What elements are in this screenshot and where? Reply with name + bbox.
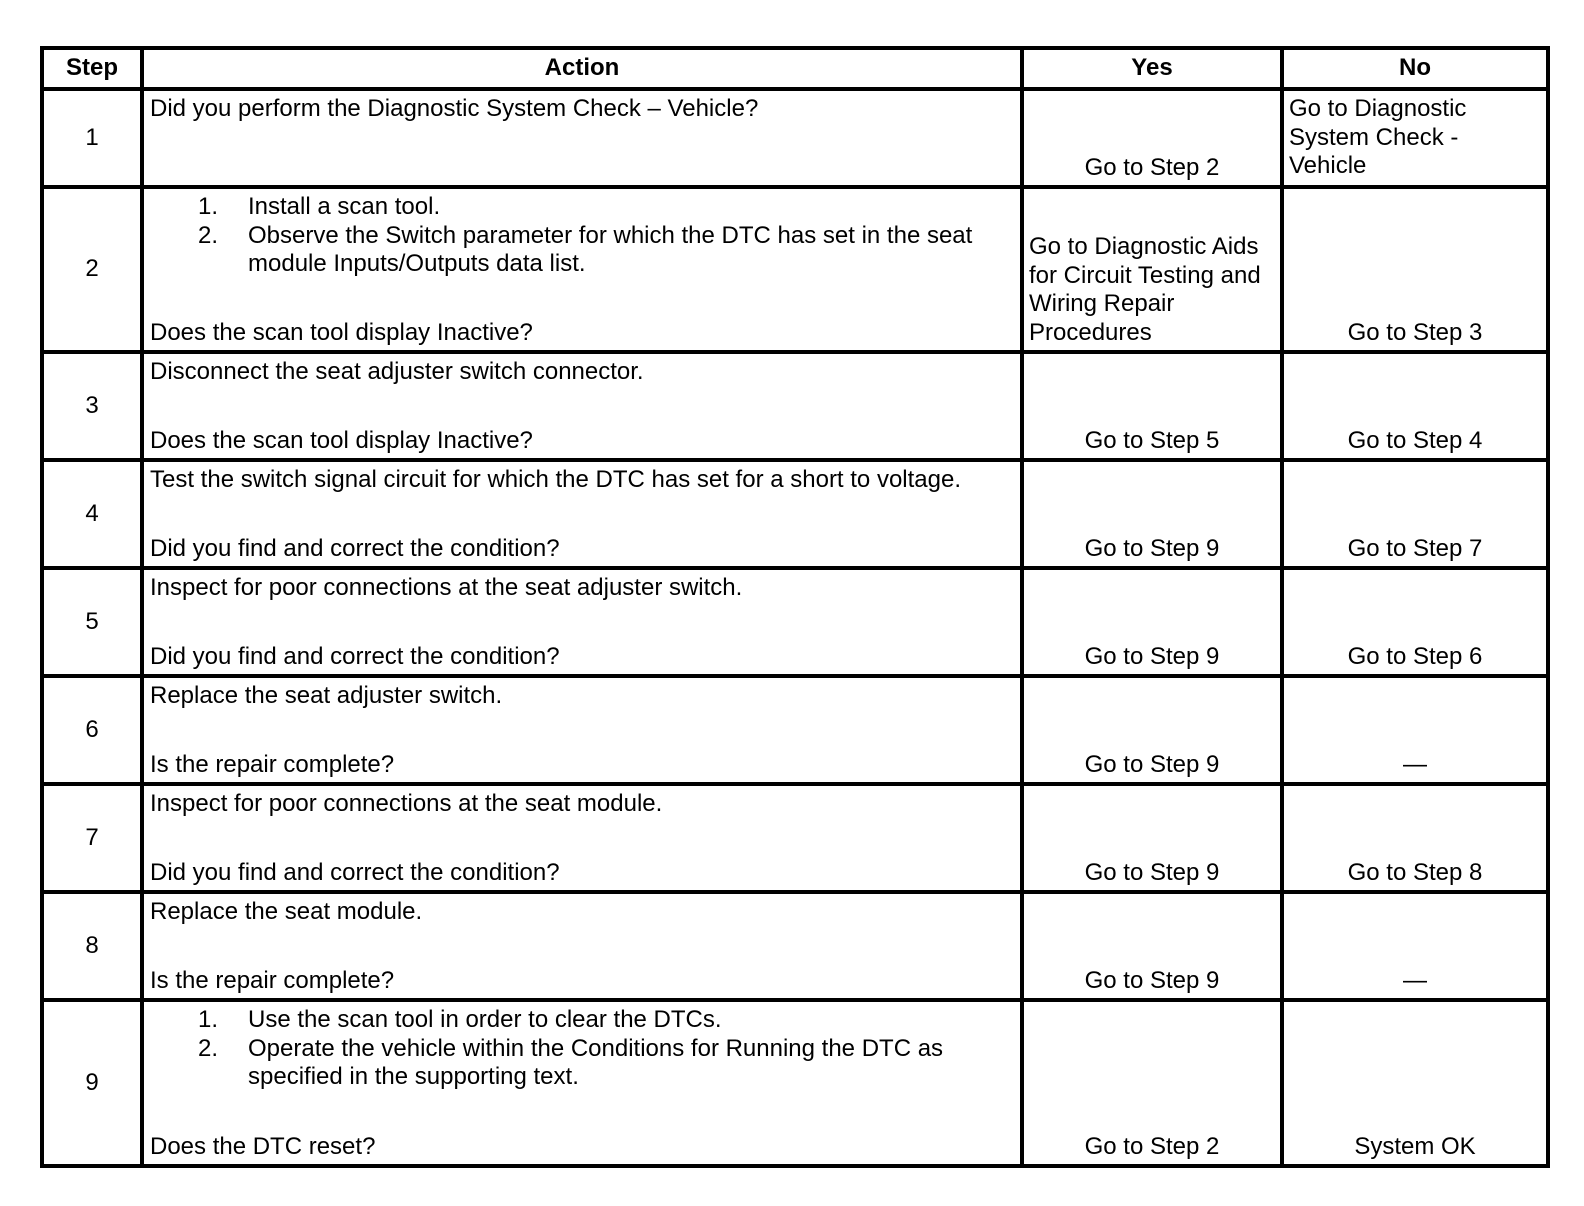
action-cell xyxy=(142,89,1022,187)
yes-cell xyxy=(1022,676,1282,784)
action-text: Inspect for poor connections at the seat module. xyxy=(150,790,663,817)
action-text: Inspect for poor connections at the seat adjuster switch. xyxy=(150,574,743,601)
no-cell xyxy=(1282,892,1548,1000)
yes-cell xyxy=(1022,187,1282,352)
diagnostic-table xyxy=(40,46,1550,1168)
no-cell xyxy=(1282,460,1548,568)
substep-text: Observe the Switch parameter for which the DTC has set in the seat module Inputs/Outputs data list. xyxy=(248,221,973,277)
action-cell xyxy=(142,568,1022,676)
action-question: Is the repair complete? xyxy=(150,750,395,778)
action-cell xyxy=(142,784,1022,892)
substep-list xyxy=(144,189,1020,279)
step-number: 4 xyxy=(42,460,142,568)
action-text: Disconnect the seat adjuster switch connector. xyxy=(150,358,644,385)
substep-list xyxy=(144,1002,1020,1092)
yes-target: Go to Diagnostic Aids for Circuit Testing and Wiring Repair Procedures xyxy=(1029,233,1261,346)
step-number: 1 xyxy=(42,89,142,187)
substep xyxy=(198,1034,1014,1092)
yes-cell xyxy=(1022,352,1282,460)
yes-target: Go to Step 9 xyxy=(1084,858,1220,886)
header-step: Step xyxy=(42,48,142,89)
table-row xyxy=(42,892,1548,1000)
substep-number: 1. xyxy=(198,1006,219,1033)
step-number: 5 xyxy=(42,568,142,676)
substep-number: 2. xyxy=(198,1034,219,1062)
action-question: Did you find and correct the condition? xyxy=(150,642,560,670)
substep xyxy=(198,193,1014,222)
no-cell xyxy=(1282,89,1548,187)
yes-cell xyxy=(1022,89,1282,187)
table-row xyxy=(42,676,1548,784)
no-target: Go to Step 7 xyxy=(1347,534,1483,562)
table-row xyxy=(42,1000,1548,1166)
no-target: — xyxy=(1403,966,1427,994)
no-cell xyxy=(1282,1000,1548,1166)
no-target: System OK xyxy=(1354,1132,1476,1160)
substep-text: Use the scan tool in order to clear the DTCs. xyxy=(248,1006,722,1033)
substep-number: 1. xyxy=(198,193,219,220)
table-row xyxy=(42,568,1548,676)
yes-cell xyxy=(1022,460,1282,568)
yes-cell xyxy=(1022,784,1282,892)
table-row xyxy=(42,89,1548,187)
action-cell xyxy=(142,352,1022,460)
table-row xyxy=(42,352,1548,460)
action-text: Test the switch signal circuit for which the DTC has set for a short to voltage. xyxy=(150,466,962,493)
yes-cell xyxy=(1022,568,1282,676)
step-number: 2 xyxy=(42,187,142,352)
step-number: 7 xyxy=(42,784,142,892)
action-text: Replace the seat module. xyxy=(150,898,423,925)
substep xyxy=(198,221,1014,279)
header-yes: Yes xyxy=(1022,48,1282,89)
yes-cell xyxy=(1022,1000,1282,1166)
header-action: Action xyxy=(142,48,1022,89)
no-target: Go to Step 3 xyxy=(1347,318,1483,346)
no-cell xyxy=(1282,784,1548,892)
no-target: Go to Diagnostic System Check - Vehicle xyxy=(1289,95,1467,179)
substep xyxy=(198,1006,1014,1035)
step-number: 6 xyxy=(42,676,142,784)
action-cell xyxy=(142,1000,1022,1166)
yes-target: Go to Step 2 xyxy=(1084,1132,1220,1160)
step-number: 8 xyxy=(42,892,142,1000)
yes-cell xyxy=(1022,892,1282,1000)
table-row xyxy=(42,460,1548,568)
action-question: Does the scan tool display Inactive? xyxy=(150,318,533,346)
action-text: Replace the seat adjuster switch. xyxy=(150,682,503,709)
action-question: Did you find and correct the condition? xyxy=(150,858,560,886)
step-number: 9 xyxy=(42,1000,142,1166)
header-no: No xyxy=(1282,48,1548,89)
yes-target: Go to Step 5 xyxy=(1084,426,1220,454)
no-target: Go to Step 4 xyxy=(1347,426,1483,454)
action-cell xyxy=(142,676,1022,784)
action-text: Did you perform the Diagnostic System Check – Vehicle? xyxy=(150,95,759,122)
no-target: Go to Step 6 xyxy=(1347,642,1483,670)
no-cell xyxy=(1282,568,1548,676)
no-target: Go to Step 8 xyxy=(1347,858,1483,886)
action-cell xyxy=(142,892,1022,1000)
yes-target: Go to Step 9 xyxy=(1084,534,1220,562)
action-question: Does the DTC reset? xyxy=(150,1132,376,1160)
action-question: Does the scan tool display Inactive? xyxy=(150,426,533,454)
no-target: — xyxy=(1403,750,1427,778)
substep-text: Operate the vehicle within the Conditions for Running the DTC as specified in the supporting text. xyxy=(248,1034,944,1090)
no-cell xyxy=(1282,676,1548,784)
action-question: Is the repair complete? xyxy=(150,966,395,994)
action-cell xyxy=(142,460,1022,568)
no-cell xyxy=(1282,187,1548,352)
yes-target: Go to Step 2 xyxy=(1084,153,1220,181)
yes-target: Go to Step 9 xyxy=(1084,750,1220,778)
yes-target: Go to Step 9 xyxy=(1084,642,1220,670)
yes-target: Go to Step 9 xyxy=(1084,966,1220,994)
header-row xyxy=(42,48,1548,89)
table-row xyxy=(42,187,1548,352)
step-number: 3 xyxy=(42,352,142,460)
substep-number: 2. xyxy=(198,221,219,249)
no-cell xyxy=(1282,352,1548,460)
action-question: Did you find and correct the condition? xyxy=(150,534,560,562)
table-row xyxy=(42,784,1548,892)
substep-text: Install a scan tool. xyxy=(248,193,441,220)
action-cell xyxy=(142,187,1022,352)
